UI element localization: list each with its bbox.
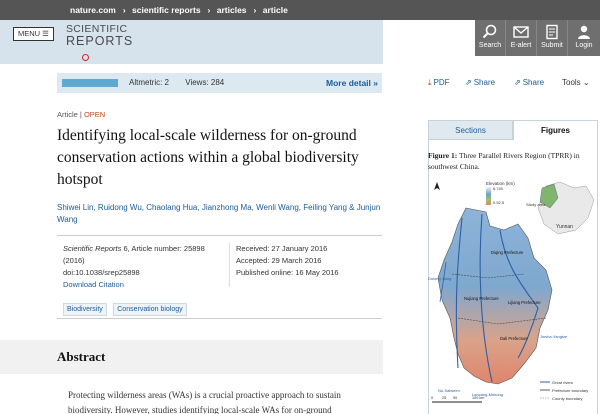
svg-text:Great rivers: Great rivers bbox=[552, 380, 573, 385]
tools-dropdown[interactable]: Tools ⌄ bbox=[562, 78, 590, 87]
published-date: Published online: 16 May 2016 bbox=[236, 268, 339, 277]
share-icon: ⇗ bbox=[514, 78, 521, 87]
share-link-2[interactable]: ⇗ Share bbox=[514, 78, 545, 87]
svg-text:Yunnan: Yunnan bbox=[556, 224, 573, 230]
menu-button[interactable]: MENU ☰ bbox=[13, 27, 54, 41]
svg-text:Jinsha-Yangtze: Jinsha-Yangtze bbox=[540, 334, 568, 339]
altmetric-badge[interactable] bbox=[62, 79, 118, 87]
views-count: Views: 284 bbox=[185, 78, 225, 87]
metrics-bar bbox=[57, 73, 382, 93]
svg-text:Dulong Jiang: Dulong Jiang bbox=[428, 276, 452, 281]
journal-citation: Scientific Reports 6, Article number: 25898 (2016) bbox=[63, 244, 205, 265]
search-button[interactable]: Search bbox=[475, 20, 506, 56]
legend-high: 6.740 bbox=[493, 186, 504, 191]
article-info bbox=[57, 235, 382, 319]
subject-tag[interactable]: Biodiversity bbox=[63, 303, 107, 316]
breadcrumb-articles[interactable]: articles bbox=[216, 5, 247, 15]
north-arrow-icon bbox=[434, 182, 440, 190]
tab-figures[interactable]: Figures bbox=[513, 120, 598, 140]
more-detail-link[interactable]: More detail » bbox=[326, 78, 378, 88]
ealert-button[interactable]: E-alert bbox=[506, 20, 537, 56]
search-icon bbox=[482, 24, 498, 40]
svg-text:0: 0 bbox=[431, 396, 434, 400]
subject-tag[interactable]: Conservation biology bbox=[113, 303, 186, 316]
legend-title: Elevation (km) bbox=[486, 181, 515, 186]
tab-sections[interactable]: Sections bbox=[428, 120, 513, 140]
svg-text:50: 50 bbox=[453, 396, 458, 400]
altmetric-score: Altmetric: 2 bbox=[129, 78, 170, 87]
download-citation-link[interactable]: Download Citation bbox=[63, 280, 124, 289]
article-type: Article | OPEN bbox=[57, 110, 106, 119]
submit-icon bbox=[544, 24, 560, 40]
logo-dot-icon bbox=[82, 54, 89, 61]
login-button[interactable]: Login bbox=[568, 20, 600, 56]
share-icon: ⇗ bbox=[465, 78, 472, 87]
share-link-1[interactable]: ⇗ Share bbox=[465, 78, 496, 87]
svg-text:Prefecture boundary: Prefecture boundary bbox=[552, 388, 589, 393]
site-header bbox=[0, 20, 383, 64]
svg-text:Nu-Salween: Nu-Salween bbox=[438, 388, 460, 393]
pdf-icon: ⤓ bbox=[428, 78, 432, 87]
svg-text:Nujiang Prefecture: Nujiang Prefecture bbox=[464, 296, 499, 301]
logo-line2: REPORTS bbox=[66, 34, 134, 48]
legend-low: 0.52.5 bbox=[493, 200, 505, 205]
svg-text:25: 25 bbox=[442, 396, 447, 400]
svg-text:Diqing Prefecture: Diqing Prefecture bbox=[491, 250, 524, 255]
accepted-date: Accepted: 29 March 2016 bbox=[236, 256, 322, 265]
submit-button[interactable]: Submit bbox=[537, 20, 568, 56]
svg-text:Study area: Study area bbox=[526, 202, 546, 207]
header-icon-bar bbox=[475, 20, 600, 56]
breadcrumb-article: article bbox=[262, 5, 288, 15]
user-icon bbox=[576, 24, 592, 40]
figure-caption: Figure 1: Three Parallel Rivers Region (TPRR) in southwest China. bbox=[428, 151, 580, 171]
elevation-legend bbox=[486, 187, 491, 205]
mail-icon bbox=[513, 24, 529, 40]
doi: doi:10.1038/srep25898 bbox=[63, 268, 140, 277]
open-access-badge: OPEN bbox=[83, 110, 106, 119]
breadcrumb-scientific-reports[interactable]: scientific reports bbox=[132, 5, 201, 15]
svg-text:Lijiang Prefecture: Lijiang Prefecture bbox=[508, 300, 541, 305]
sidebar-tabs bbox=[428, 120, 598, 140]
article-title: Identifying local-scale wilderness for on-ground conservation actions within a global biodiversity hotspot bbox=[57, 127, 359, 188]
breadcrumb: nature.com › scientific reports › articles › article bbox=[0, 0, 600, 20]
pdf-link[interactable]: ⤓ PDF bbox=[428, 78, 450, 87]
author-list[interactable]: Shiwei Lin, Ruidong Wu, Chaolang Hua, Jianzhong Ma, Wenli Wang, Feiling Yang & Junjun Wang bbox=[57, 203, 381, 224]
journal-logo[interactable] bbox=[66, 23, 136, 59]
logo-line1: SCIENTIFIC bbox=[66, 23, 128, 35]
abstract-heading: Abstract bbox=[57, 349, 106, 364]
svg-text:100 km: 100 km bbox=[472, 396, 485, 400]
svg-text:Lancang-Mekong: Lancang-Mekong bbox=[472, 392, 503, 397]
breadcrumb-nature[interactable]: nature.com bbox=[70, 5, 116, 15]
received-date: Received: 27 January 2016 bbox=[236, 244, 328, 253]
figure-map[interactable] bbox=[428, 178, 598, 414]
svg-text:County boundary: County boundary bbox=[552, 396, 583, 401]
svg-text:Dali Prefecture: Dali Prefecture bbox=[500, 336, 528, 341]
abstract-text: Protecting wilderness areas (WAs) is a crucial proactive approach to sustain biodiversity. However, studies identifying local-scale WAs for on-ground bbox=[68, 390, 341, 414]
